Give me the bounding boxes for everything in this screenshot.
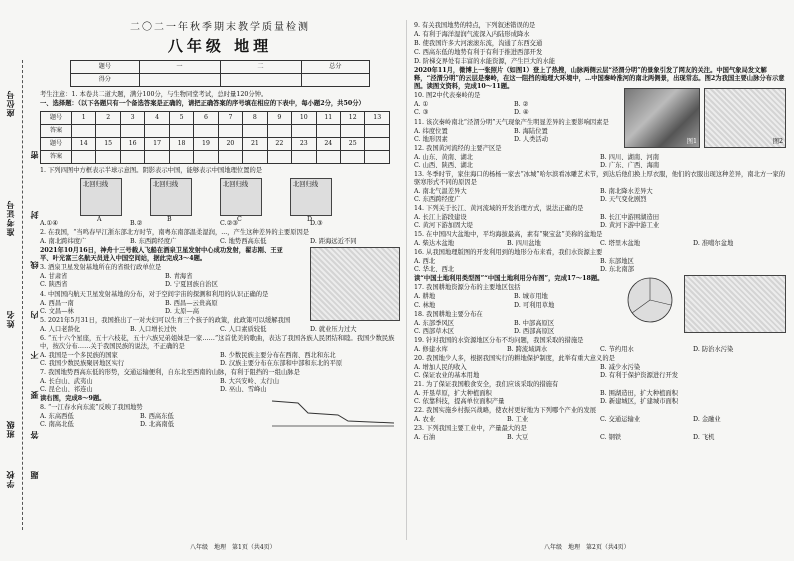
option[interactable]: C. 保证农业的基本用地 [414, 371, 480, 379]
option[interactable]: D. 太原—高 [165, 307, 200, 315]
answer-cell[interactable] [145, 151, 169, 164]
question-12: 12. 我国黄河流经的主要产区是 [414, 144, 502, 152]
exam-subject: 八年级 地理 [167, 36, 273, 55]
answer-cell[interactable] [145, 125, 169, 138]
seal-char: 线 [29, 260, 39, 269]
question-number-cell: 7 [218, 112, 242, 125]
seal-char: 密 [29, 150, 39, 159]
question-4: 4. 中国国内航天卫星发射基地的分布，对于空间宇宙的探测和利用的认识正确的是 [40, 290, 269, 298]
question-number-cell: 14 [72, 138, 96, 151]
answer-label: 题号 [41, 112, 72, 125]
question-23: 23. 下列我国主要工业中，产量最大的是 [414, 425, 527, 433]
answer-label: 答案 [41, 151, 72, 164]
class-label: 班级 [5, 420, 15, 438]
option[interactable]: D. 金融业 [693, 416, 721, 424]
option[interactable]: C. 南高北低 [40, 421, 74, 429]
options-q20 [414, 364, 786, 380]
answer-cell[interactable] [120, 151, 144, 164]
option[interactable]: A. 石油 [414, 434, 436, 442]
option[interactable]: B. 四川、湖南、河南 [600, 153, 660, 161]
answer-cell[interactable] [218, 125, 242, 138]
question-22: 22. 我国实施乡村振兴战略，使农村更好地为下列哪个产业的发展 [414, 407, 597, 415]
option[interactable]: A.①④ [40, 220, 58, 228]
figure-letter: C [237, 216, 242, 224]
option[interactable]: C. 华北、西北 [414, 266, 455, 274]
question-16: 16. 从我国地理版图的开发利用到的地形分布来看，我们水资源主要 [414, 249, 603, 257]
option[interactable]: C. 地势西高东低 [220, 238, 267, 246]
options-q13 [414, 188, 786, 204]
option[interactable]: C. 钢铁 [600, 434, 622, 442]
option[interactable]: A. 长白山、武夷山 [40, 377, 93, 385]
option[interactable]: C. 塔里木盆地 [600, 240, 641, 248]
land-use-map [684, 275, 786, 333]
profile-line [272, 401, 394, 423]
option[interactable]: C. 交通运输业 [600, 416, 641, 424]
seal-char: 答 [29, 430, 39, 439]
answer-cell[interactable] [169, 151, 193, 164]
answer-cell[interactable] [267, 151, 291, 164]
option[interactable]: A. 东部季风区 [414, 319, 455, 327]
question-number-cell [365, 138, 390, 151]
option[interactable]: A. 柴达木盆地 [414, 240, 455, 248]
option[interactable]: D. 就业压力过大 [310, 325, 357, 333]
option[interactable]: B. 少数民族主要分布在西南、西北和东北 [220, 351, 336, 359]
score-header: 题号 [71, 60, 140, 73]
passage-block-4 [414, 275, 786, 335]
exam-title: 二〇二一年秋季期末教学质量检测 [130, 22, 310, 33]
option[interactable]: A. 人口老龄化 [40, 325, 81, 333]
seal-char: 要 [29, 390, 39, 399]
question-number-cell: 11 [316, 112, 340, 125]
question-7: 7. 我国地势西高东低的形势，交通运输便利，自东北至西南的山脉，有利于阻挡的一组山脉是 [40, 368, 300, 376]
question-number-cell: 22 [267, 138, 291, 151]
answer-label: 答案 [41, 125, 72, 138]
cloud-photo [624, 88, 700, 148]
option[interactable]: B. 四川盆地 [507, 240, 541, 248]
question-number-cell: 15 [96, 138, 120, 151]
question-number-cell: 2 [96, 112, 120, 125]
question-number-cell: 5 [169, 112, 193, 125]
text-column [414, 275, 614, 335]
name-label: 姓名 [5, 310, 15, 328]
options-q18 [414, 320, 614, 336]
question-number-cell: 18 [169, 138, 193, 151]
option[interactable]: A. 修建水库 [414, 345, 448, 353]
option[interactable]: A. 南北跨纬度广 [40, 238, 87, 246]
option[interactable]: B. ② [514, 101, 529, 109]
question-3: 3. 酒泉卫星发射基地所在的省级行政单位是 [40, 264, 162, 272]
option[interactable]: B. 西高东低 [140, 413, 174, 421]
option[interactable]: C.②③ [220, 220, 238, 228]
figure-b [150, 178, 192, 224]
answer-cell[interactable] [292, 151, 316, 164]
option[interactable]: D. 宁夏回族自治区 [165, 281, 218, 289]
option[interactable]: C. 人口素质较低 [220, 325, 267, 333]
passage: 2020年11月，微博上一张照片（如图1）登上了热搜，山脉两侧云层“泾渭分明”的景象引发了网友的关注。中国气象局发文解释，“泾渭分明”的云层是秦岭，在这一阻挡的地理大环境中，…中国秦岭淮河的南北两侧景，出现常态。图2为我国主要山脉分布示意图。读图文资料，完成10～11题。 [414, 67, 785, 91]
option[interactable]: B. 城市用地 [514, 293, 548, 301]
question-number-cell: 19 [194, 138, 218, 151]
options-q19 [414, 346, 786, 354]
terrain-profile [268, 395, 398, 429]
question-number-cell: 21 [243, 138, 267, 151]
option[interactable]: C. 我国少数民族聚居地区实行 [40, 359, 125, 367]
option[interactable]: B. 人口增长过快 [130, 325, 177, 333]
answer-label: 题号 [41, 138, 72, 151]
page-right: 9. 有关我国地势的特点，下列叙述错误的是 A. 有利于海洋湿润气流深入内陆形成降水 B. 使我国许多大河滚滚东流，沟通了东西交通 C. 西高东低的地势有利于有利于推进西部开发 D. 阶梯交界处有丰富的水能资源，产生巨大的水能 2020年11月，微博上一张照片（如图1）登上了热搜，山脉两侧云层“泾渭分明”的景象引发了网友的关注。中国气象局发文解释，“泾渭分明”的云层是秦岭，在这一阻挡的地理大环境中，…中国秦岭淮河的南北两侧景，出现常态。图2为我国主要山脉分布示意图。读图文资料，完成10～11题。 10. 图2中代表秦岭的是 A. ① B. ② C. ③ D. ④ 11. 该次秦岭南北“泾渭分明”天气现象产生明显差异的主要影响因素是 A. 纬度位置 B. 海陆位置 C. 地形因素 D. 人类活动 12. 我国黄河流经的主要产区是 A. 山东、黄南、湖北 B. 四川、湖南、河南 C. 山西、陕西、湖北 D. 广东、广西、海南 图1 图2 13. 冬季时节，家住海口的杨杨一家去“冰城”哈尔滨看冰雕艺术节，到达后他们换上厚衣服，他们的衣服出现这种差异，南北方一家的驱寒形式不同的原因是 A. 南北气温差异大 B. 南北降水差异大 C. 东西跨经度广 D. 天气变化剧烈 14. 下列关于长江、黄河流域的开发治理方式，说法正确的是 A. 长江上游段建设 B. 长江中游围湖造田 C. 黄河下游加固大堤 D. 黄河下游中游工业 15. 在中国四大盆地中，平均海拔最高，素有“聚宝盆”美称的盆地是 A. 柴达木盆地 B. 四川盆地 C. 塔里木盆地 D. 准噶尔盆地 16. 从我国地理版图的开发利用到的地形分布来看，我们水资源主要 A. 西北 B. 东部地区 C. 华北、西北 D. 东北南部 读“中国土地利用类型图”“中国土地利用分布图”，完成17～18题。 17. 我国耕地资源分布的主要地区包括 A. 耕地 B. 城市用地 C. 林地 D. 可利用草地 18. 我国耕地主要分布在 A. 东部季风区 B. 中部高原区 C. 西部草木区 D. 西部高原区 19. 针对我国的水资源地区分布不均问题，我国采取的措施是 A. 修建水库 B. 跨流域调水 C. 节约用水 D. 防治水污染 20. 我国地少人多，根据我国实行的耕地保护制度，此举有重大意义的是 A. 增加人民的收入 B. 减少水污染 C. 保证农业的基本用地 D. 有利于保护资源进行开发 21. 为了保证我国粮食安全，我们应该采取的措施有 A. 开垦草原，扩大种植面积 B. 围湖造田，扩大种植面积 C. 依靠科技，提高单位面积产量 D. 新建城区，扩建城市面积 22. 我国实施乡村振兴战略，使农村更好地为下列哪个产业的发展 A. 农业 B. 工业 C. 交通运输业 D. 金融业 23. 下列我国主要工业中，产量最大的是 A. 石油 B. 大豆 C. 钢铁 D. 飞机 八年级 地理 第2页（共4页） [414, 22, 786, 551]
option[interactable]: A. 西昌一南 [40, 299, 74, 307]
options-q2 [40, 238, 400, 246]
option[interactable]: B. 青海省 [165, 273, 193, 281]
figure-letter: A [97, 216, 102, 224]
options-q8 [40, 413, 240, 429]
option[interactable]: D. 北高南低 [140, 421, 175, 429]
option[interactable]: D. 广东、广西、海南 [600, 161, 660, 169]
option[interactable]: D. 东北南部 [600, 266, 635, 274]
question-15: 15. 在中国四大盆地中，平均海拔最高，素有“聚宝盆”美称的盆地是 [414, 231, 603, 239]
score-cell[interactable] [301, 73, 370, 86]
question-8: 8. “一江春水向东流”反映了我国地势 [40, 404, 143, 412]
question-10: 10. 图2中代表秦岭的是 [414, 92, 481, 100]
question-number-cell: 17 [145, 138, 169, 151]
binding-strip [4, 60, 38, 530]
options-q21 [414, 390, 786, 406]
option[interactable]: D. 防治水污染 [693, 345, 734, 353]
question-number-cell: 13 [365, 112, 390, 125]
option[interactable]: D. 准噶尔盆地 [693, 240, 734, 248]
option[interactable]: A. 南北气温差异大 [414, 187, 467, 195]
passage-block-2 [40, 395, 400, 429]
options-q16 [414, 258, 786, 274]
question-5: 5. 2021年5月31日，我国推出了一对夫妇可以生育三个孩子的政策，此政策可以缓解我国 [40, 316, 291, 324]
option[interactable]: C. 地形因素 [414, 135, 448, 143]
mountain-map [704, 88, 786, 148]
figure-label: 北回归线 [83, 181, 109, 189]
question-21: 21. 为了保证我国粮食安全，我们应该采取的措施有 [414, 380, 559, 388]
question-number-cell: 24 [316, 138, 340, 151]
options-q12 [414, 154, 786, 170]
option[interactable]: B. 使我国许多大河滚滚东流，沟通了东西交通 [414, 40, 543, 48]
option[interactable]: B. 大豆 [507, 434, 529, 442]
question-number-cell: 1 [72, 112, 96, 125]
score-table [70, 60, 370, 87]
text-column [414, 92, 660, 169]
option[interactable]: D. 黄河下游中游工业 [600, 222, 660, 230]
page-divider [406, 20, 407, 540]
score-header: 总分 [301, 60, 370, 73]
answer-cell[interactable] [316, 151, 340, 164]
score-cell[interactable] [139, 73, 220, 86]
options-q10 [414, 101, 614, 117]
option[interactable]: D. 西部高原区 [514, 327, 555, 335]
option[interactable]: C. 山西、陕西、湖北 [414, 161, 473, 169]
option[interactable]: A. 我国是一个多民族的国家 [40, 351, 118, 359]
option[interactable]: C. 依靠科技，提高单位面积产量 [414, 398, 505, 406]
passage: 2021年10月16日，神舟十三号载人飞船在酒泉卫星发射中心成功发射，翟志刚、王亚平、叶光富三名航天员进入中国空间站，据此完成3～4题。 [40, 247, 283, 263]
figure-letter: B [167, 216, 172, 224]
option[interactable]: D. 天气变化剧烈 [600, 195, 647, 203]
question-1: 1. 下列四图中方框表示半球示意图。阴影表示中国，能够表示中国地理位置的是 [40, 167, 263, 175]
option[interactable]: A. 山东、黄南、湖北 [414, 153, 473, 161]
answer-cell[interactable] [96, 151, 120, 164]
options-q6 [40, 352, 400, 368]
option[interactable]: A. 甘肃省 [40, 273, 68, 281]
option[interactable]: B. 海陆位置 [514, 127, 548, 135]
option[interactable]: C. 西部草木区 [414, 327, 455, 335]
passage: 读右图，完成8～9题。 [40, 395, 106, 403]
land-use-pie [620, 275, 680, 325]
options-q7 [40, 378, 400, 394]
question-14: 14. 下列关于长江、黄河流域的开发治理方式，说法正确的是 [414, 204, 584, 212]
seal-char: 不 [29, 350, 39, 359]
answer-cell[interactable] [72, 125, 96, 138]
answer-cell[interactable] [72, 151, 96, 164]
section-title: 一、选择题：（以下各题只有一个备选答案是正确的，请把正确答案的序号填在相应的下表中，每小题2分，共50分） [40, 100, 365, 108]
option[interactable]: C. 昆仑山、祁连山 [40, 386, 93, 394]
option[interactable]: B. 南北降水差异大 [600, 187, 653, 195]
notice: 考生注意：1. 本卷共二道大题，满分100分，与生物同堂考试，总时量120分钟。 [40, 90, 268, 98]
score-header: 二 [220, 60, 301, 73]
question-number-cell: 25 [340, 138, 364, 151]
option[interactable]: D. 距海远近不同 [310, 238, 357, 246]
seal-line [22, 60, 23, 530]
options-q5 [40, 326, 400, 334]
option[interactable]: C. 文昌—林 [40, 307, 74, 315]
option[interactable]: D. 人类活动 [514, 135, 549, 143]
option[interactable]: A. 有利于海洋湿润气流深入内陆形成降水 [414, 31, 530, 39]
option[interactable]: C. 西高东低的地势有利于有利于推进西部开发 [414, 49, 543, 57]
passage-block-1 [40, 247, 400, 315]
answer-cell[interactable] [120, 125, 144, 138]
seal-char: 封 [29, 210, 39, 219]
score-header: 一 [139, 60, 220, 73]
figure-label: 北回归线 [223, 181, 249, 189]
answer-cell[interactable] [365, 151, 390, 164]
option[interactable]: C. 节约用水 [600, 345, 634, 353]
question-number-cell: 16 [120, 138, 144, 151]
option[interactable]: D. 汉族主要分布在东部和中部和东北的平原 [220, 359, 343, 367]
answer-cell[interactable] [169, 125, 193, 138]
option[interactable]: C. 陕西省 [40, 281, 68, 289]
page-left: 二〇二一年秋季期末教学质量检测 八年级 地理 题号 一 二 总分 得分 考生注意：1. 本卷共二道大题，满分100分，与生物同堂考试，总时量120分钟。 一、选择题：（以下各题只有一个备选答案是正确的，请把正确答案的序号填在相应的下表中，每小题2分，共50分） 题号 1 2 3 4 5 6 7 8 9 10 11 12 13 答案 题号 14 15 16 17 18 19 20 21 22 23 24 25 答案 1. 下列四图中方框表示半球示意图。阴影表示中国，能够表示中国地理位置的是 北回归线 A 北回归线 B 北回归线 C 北回归线 D A.①④ B.② C.②③ D.③ 2. 在我国，“当鸣春早江浙东部北方时节，南粤东南部温柔湿润，...，产生这种差异的主要原因是 A. 南北跨纬度广 B. 东西跨经度广 C. 地势西高东低 D. 距海远近不同 2021年10月16日，神舟十三号载人飞船在酒泉卫星发射中心成功发射，翟志刚、王亚平、叶光富三名航天员进入中国空间站，据此完成3～4题。 3. 酒泉卫星发射基地所在的省级行政单位是 A. 甘肃省 B. 青海省 C. 陕西省 D. 宁夏回族自治区 4. 中国国内航天卫星发射基地的分布，对于空间宇宙的探测和利用的认识正确的是 A. 西昌一南 B. 西昌—云贵高原 C. 文昌—林 D. 太原—高 5. 2021年5月31日，我国推出了一对夫妇可以生育三个孩子的政策，此政策可以缓解我国 A. 人口老龄化 B. 人口增长过快 C. 人口素质较低 D. 就业压力过大 6. “五十六个星座，五十六枝花，五十六族兄弟姐妹是一家……”这首优美的歌曲，表达了我国各族人民团结和睦。我国少数民族中，按次分布……关于我国民族的说法，不正确的是 A. 我国是一个多民族的国家 B. 少数民族主要分布在西南、西北和东北 C. 我国少数民族聚居地区实行 D. 汉族主要分布在东部和中部和东北的平原 7. 我国地势西高东低的形势，交通运输便利，自东北至西南的山脉，有利于阻挡的一组山脉是 A. 长白山、武夷山 B. 大兴安岭、太行山 C. 昆仑山、祁连山 D. 巫山、雪峰山 读右图，完成8～9题。 8. “一江春水向东流”反映了我国地势 A. 东高西低 B. 西高东低 C. 南高北低 D. 北高南低 八年级 地理 第1页（共4页） [40, 6, 400, 429]
answer-cell[interactable] [292, 125, 316, 138]
figure-caption: 图1 [686, 138, 697, 146]
answer-cell[interactable] [267, 125, 291, 138]
question-9: 9. 有关我国地势的特点，下列叙述错误的是 [414, 22, 536, 29]
question-number-cell: 4 [145, 112, 169, 125]
seat-no-label: 座位号 [5, 90, 15, 117]
option[interactable]: B. 西昌—云贵高原 [165, 299, 218, 307]
question-number-cell: 9 [267, 112, 291, 125]
seal-char: 题 [29, 470, 39, 479]
option[interactable]: A. 西北 [414, 258, 436, 266]
answer-cell[interactable] [243, 125, 267, 138]
option[interactable]: A. 耕地 [414, 293, 436, 301]
question-17: 17. 我国耕地资源分布的主要地区包括 [414, 284, 521, 292]
figure-letter: D [307, 216, 313, 224]
option[interactable]: C. 东西跨经度广 [414, 195, 461, 203]
options-q3 [40, 273, 290, 289]
answer-table [40, 111, 390, 164]
answer-cell[interactable] [340, 125, 364, 138]
options-q11 [414, 128, 614, 144]
option[interactable]: B. 长江中游围湖造田 [600, 214, 660, 222]
option[interactable]: B. 围湖造田，扩大种植面积 [600, 389, 678, 397]
passage-block-3 [414, 92, 786, 169]
option[interactable]: B.② [130, 220, 143, 228]
answer-cell[interactable] [96, 125, 120, 138]
option[interactable]: D. 阶梯交界处有丰富的水能资源，产生巨大的水能 [414, 58, 556, 66]
option[interactable]: C. ③ [414, 109, 429, 117]
question-number-cell: 23 [292, 138, 316, 151]
option[interactable]: D.③ [310, 220, 323, 228]
question-number-cell: 6 [194, 112, 218, 125]
option[interactable]: C. 林地 [414, 301, 436, 309]
option[interactable]: A. 纬度位置 [414, 127, 448, 135]
score-row-label: 得分 [71, 73, 140, 86]
question-2: 2. 在我国，“当鸣春早江浙东部北方时节，南粤东南部温柔湿润，...，产生这种差异的主要原因是 [40, 229, 310, 237]
options-q23 [414, 434, 786, 442]
figure-caption: 图2 [772, 138, 783, 146]
question-number-cell: 20 [218, 138, 242, 151]
option[interactable]: D. ④ [514, 109, 529, 117]
option[interactable]: B. 工业 [507, 416, 529, 424]
passage: 读“中国土地利用类型图”“中国土地利用分布图”，完成17～18题。 [414, 275, 604, 283]
option[interactable]: A. 东高西低 [40, 413, 74, 421]
score-cell[interactable] [220, 73, 301, 86]
question-number-cell: 12 [340, 112, 364, 125]
options-q4 [40, 300, 290, 316]
figure-label: 北回归线 [293, 181, 319, 189]
china-map [310, 247, 400, 321]
school-label: 学校 [5, 470, 15, 488]
seal-char: 内 [29, 310, 39, 319]
option[interactable]: B. 减少水污染 [600, 363, 641, 371]
question-19: 19. 针对我国的水资源地区分布不均问题，我国采取的措施是 [414, 336, 584, 344]
question-number-cell: 3 [120, 112, 144, 125]
option[interactable]: B. 中部高原区 [514, 319, 555, 327]
option[interactable]: A. 长江上游段建设 [414, 214, 467, 222]
answer-cell[interactable] [194, 125, 218, 138]
question-20: 20. 我国地少人多，根据我国实行的耕地保护制度，此举有重大意义的是 [414, 354, 615, 362]
option[interactable]: B. 大兴安岭、太行山 [220, 377, 280, 385]
options-q14 [414, 214, 786, 230]
option[interactable]: D. 巫山、雪峰山 [220, 386, 267, 394]
answer-cell[interactable] [340, 151, 364, 164]
options-q1 [40, 220, 400, 228]
answer-cell[interactable] [194, 151, 218, 164]
answer-cell[interactable] [243, 151, 267, 164]
option[interactable]: C. 黄河下游加固大堤 [414, 222, 473, 230]
question-number-cell: 10 [292, 112, 316, 125]
option[interactable]: D. 飞机 [693, 434, 715, 442]
option[interactable]: A. 增加人民的收入 [414, 363, 467, 371]
question-number-cell: 8 [243, 112, 267, 125]
option[interactable]: D. 新建城区，扩建城市面积 [600, 398, 679, 406]
question-6: 6. “五十六个星座，五十六枝花，五十六族兄弟姐妹是一家……”这首优美的歌曲，表达了我国各族人民团结和睦。我国少数民族中，按次分布……关于我国民族的说法，不正确的是 [40, 334, 395, 350]
options-q22 [414, 416, 786, 424]
option[interactable]: B. 跨流域调水 [507, 345, 548, 353]
answer-cell[interactable] [316, 125, 340, 138]
figure-a [80, 178, 122, 224]
option[interactable]: A. 开垦草原，扩大种植面积 [414, 389, 492, 397]
option[interactable]: B. 东西跨经度广 [130, 238, 177, 246]
question-11: 11. 该次秦岭南北“泾渭分明”天气现象产生明显差异的主要影响因素是 [414, 118, 609, 126]
option[interactable]: B. 东部地区 [600, 258, 634, 266]
options-q15 [414, 240, 786, 248]
question-13: 13. 冬季时节，家住海口的杨杨一家去“冰城”哈尔滨看冰雕艺术节，到达后他们换上厚衣服，他们的衣服出现这种差异，南北方一家的驱寒形式不同的原因是 [414, 170, 786, 186]
exam-no-label: 准考证号 [5, 200, 15, 236]
answer-cell[interactable] [218, 151, 242, 164]
option[interactable]: A. 农业 [414, 416, 436, 424]
option[interactable]: A. ① [414, 101, 429, 109]
options-q17 [414, 293, 614, 309]
figure-label: 北回归线 [153, 181, 179, 189]
answer-cell[interactable] [365, 125, 390, 138]
option[interactable]: D. 有利于保护资源进行开发 [600, 371, 679, 379]
option[interactable]: D. 可利用草地 [514, 301, 555, 309]
question-18: 18. 我国耕地主要分布在 [414, 310, 483, 318]
